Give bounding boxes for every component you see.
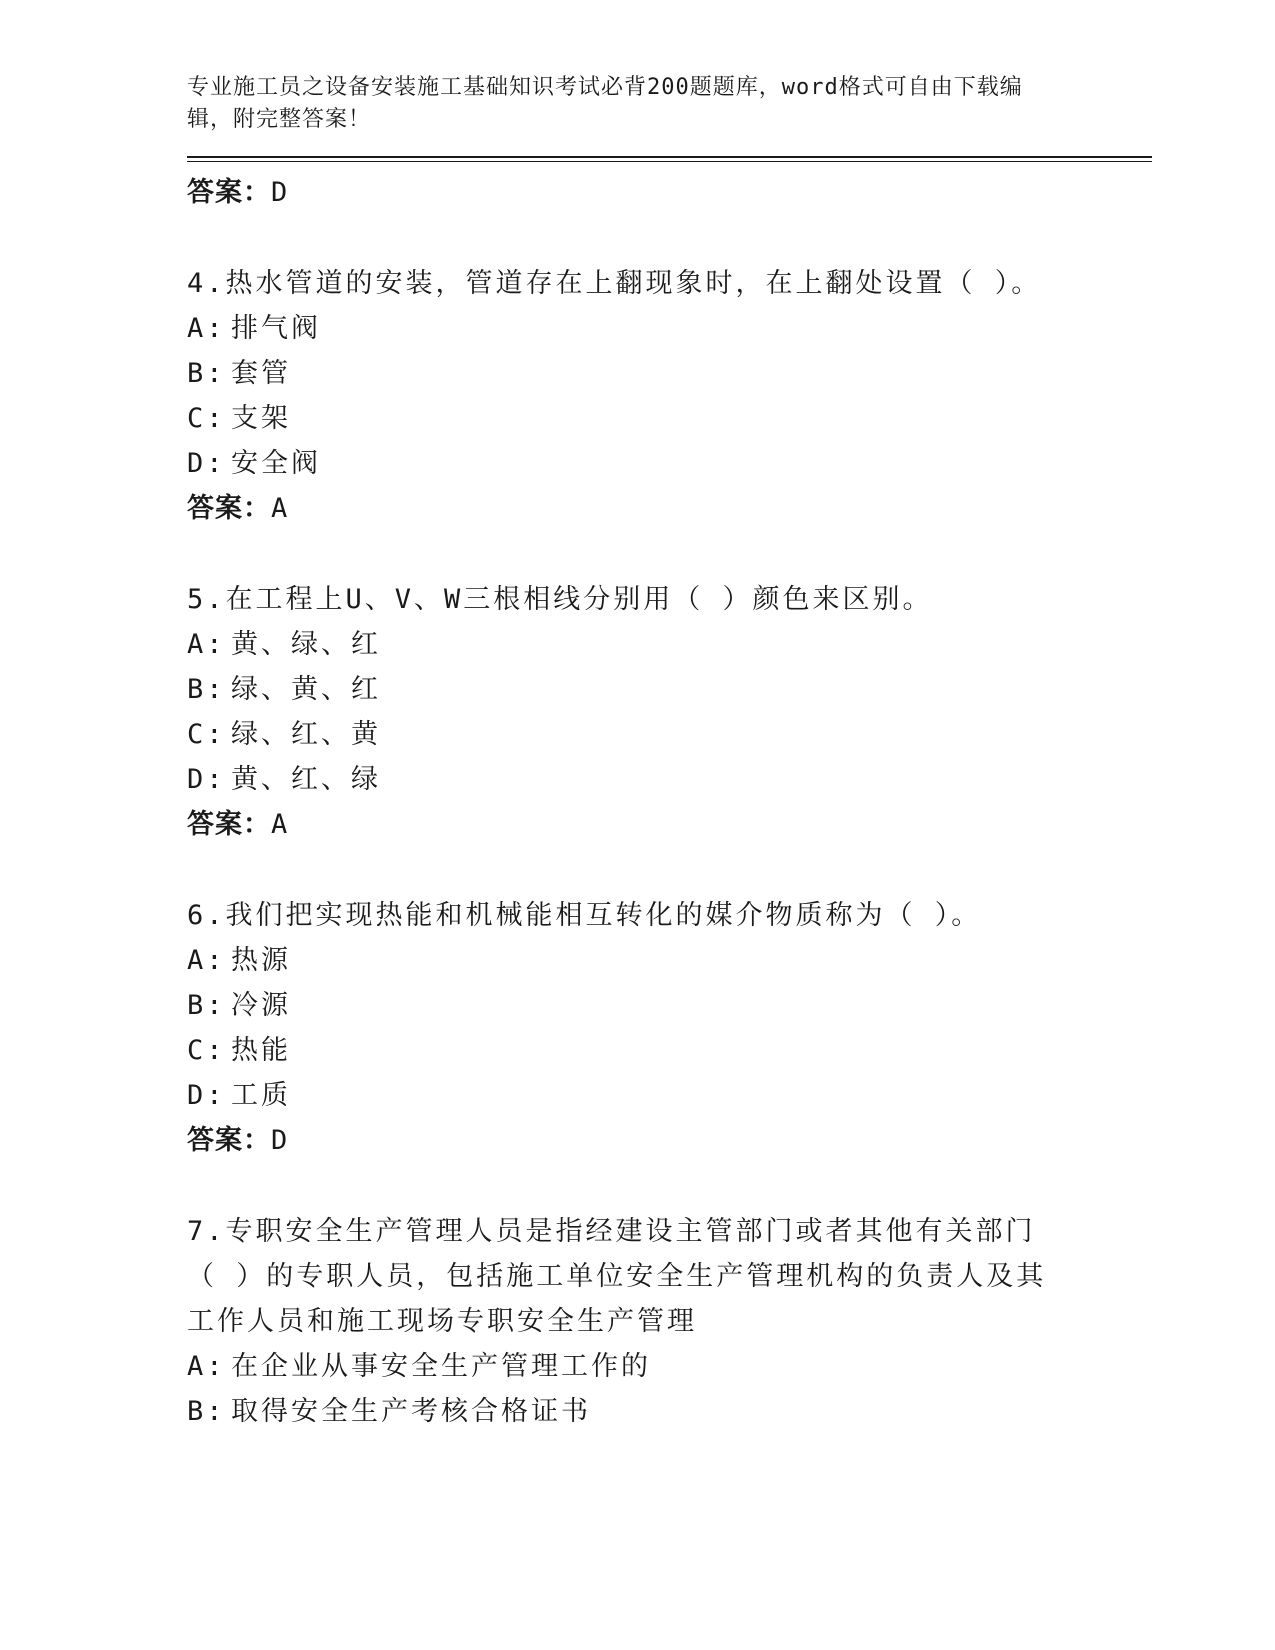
question-stem: 5.在工程上U、V、W三根相线分别用（ ）颜色来区别。 (187, 584, 933, 615)
answer-line (187, 1118, 1152, 1163)
answer-value: D (271, 177, 289, 208)
option-letter: A: (187, 1351, 226, 1382)
option-letter: C: (187, 1035, 226, 1066)
option-letter: D: (187, 448, 226, 479)
option-text: 在企业从事安全生产管理工作的 (231, 1351, 651, 1382)
option-c (187, 712, 1152, 757)
answer-label: 答案： (187, 1125, 271, 1156)
option-d (187, 757, 1152, 802)
option-text: 黄、红、绿 (231, 764, 381, 795)
option-letter: D: (187, 1080, 226, 1111)
question-block (187, 261, 1152, 531)
answer-label: 答案： (187, 809, 271, 840)
document-page (187, 72, 1152, 1434)
option-c (187, 1028, 1152, 1073)
question-stem: 4.热水管道的安装，管道存在上翻现象时，在上翻处设置（ ）。 (187, 268, 1042, 299)
option-d (187, 1073, 1152, 1118)
option-letter: A: (187, 945, 226, 976)
question-block (187, 1209, 1152, 1434)
answer-line (187, 486, 1152, 531)
option-letter: B: (187, 1396, 226, 1427)
option-a (187, 1344, 1152, 1389)
answer-label: 答案： (187, 493, 271, 524)
option-b (187, 1389, 1152, 1434)
option-text: 支架 (231, 403, 291, 434)
option-a (187, 306, 1152, 351)
question-stem: 6.我们把实现热能和机械能相互转化的媒介物质称为（ ）。 (187, 900, 982, 931)
option-text: 排气阀 (231, 313, 321, 344)
option-letter: B: (187, 990, 226, 1021)
option-a (187, 938, 1152, 983)
option-b (187, 667, 1152, 712)
option-text: 热源 (231, 945, 291, 976)
answer-line (187, 170, 1152, 215)
answer-line (187, 802, 1152, 847)
option-letter: A: (187, 313, 226, 344)
option-a (187, 622, 1152, 667)
header-divider (187, 156, 1152, 162)
option-text: 安全阀 (231, 448, 321, 479)
option-text: 取得安全生产考核合格证书 (231, 1396, 591, 1427)
question-stem: 7.专职安全生产管理人员是指经建设主管部门或者其他有关部门（ ）的专职人员，包括施工单位安全生产管理机构的负责人及其工作人员和施工现场专职安全生产管理 (187, 1216, 1047, 1337)
option-letter: A: (187, 629, 226, 660)
option-d (187, 441, 1152, 486)
option-text: 绿、黄、红 (231, 674, 381, 705)
option-text: 套管 (231, 358, 291, 389)
question-block (187, 577, 1152, 847)
document-header: 专业施工员之设备安装施工基础知识考试必背200题题库，word格式可自由下载编辑，附完整答案！ (187, 75, 1023, 132)
answer-value: D (271, 1125, 289, 1156)
option-b (187, 351, 1152, 396)
option-letter: D: (187, 764, 226, 795)
option-letter: B: (187, 358, 226, 389)
answer-value: A (271, 809, 289, 840)
option-text: 绿、红、黄 (231, 719, 381, 750)
question-block (187, 893, 1152, 1163)
option-c (187, 396, 1152, 441)
option-letter: B: (187, 674, 226, 705)
answer-value: A (271, 493, 289, 524)
option-text: 热能 (231, 1035, 291, 1066)
option-letter: C: (187, 719, 226, 750)
option-text: 工质 (231, 1080, 291, 1111)
option-text: 冷源 (231, 990, 291, 1021)
option-text: 黄、绿、红 (231, 629, 381, 660)
answer-label: 答案： (187, 177, 271, 208)
option-b (187, 983, 1152, 1028)
option-letter: C: (187, 403, 226, 434)
